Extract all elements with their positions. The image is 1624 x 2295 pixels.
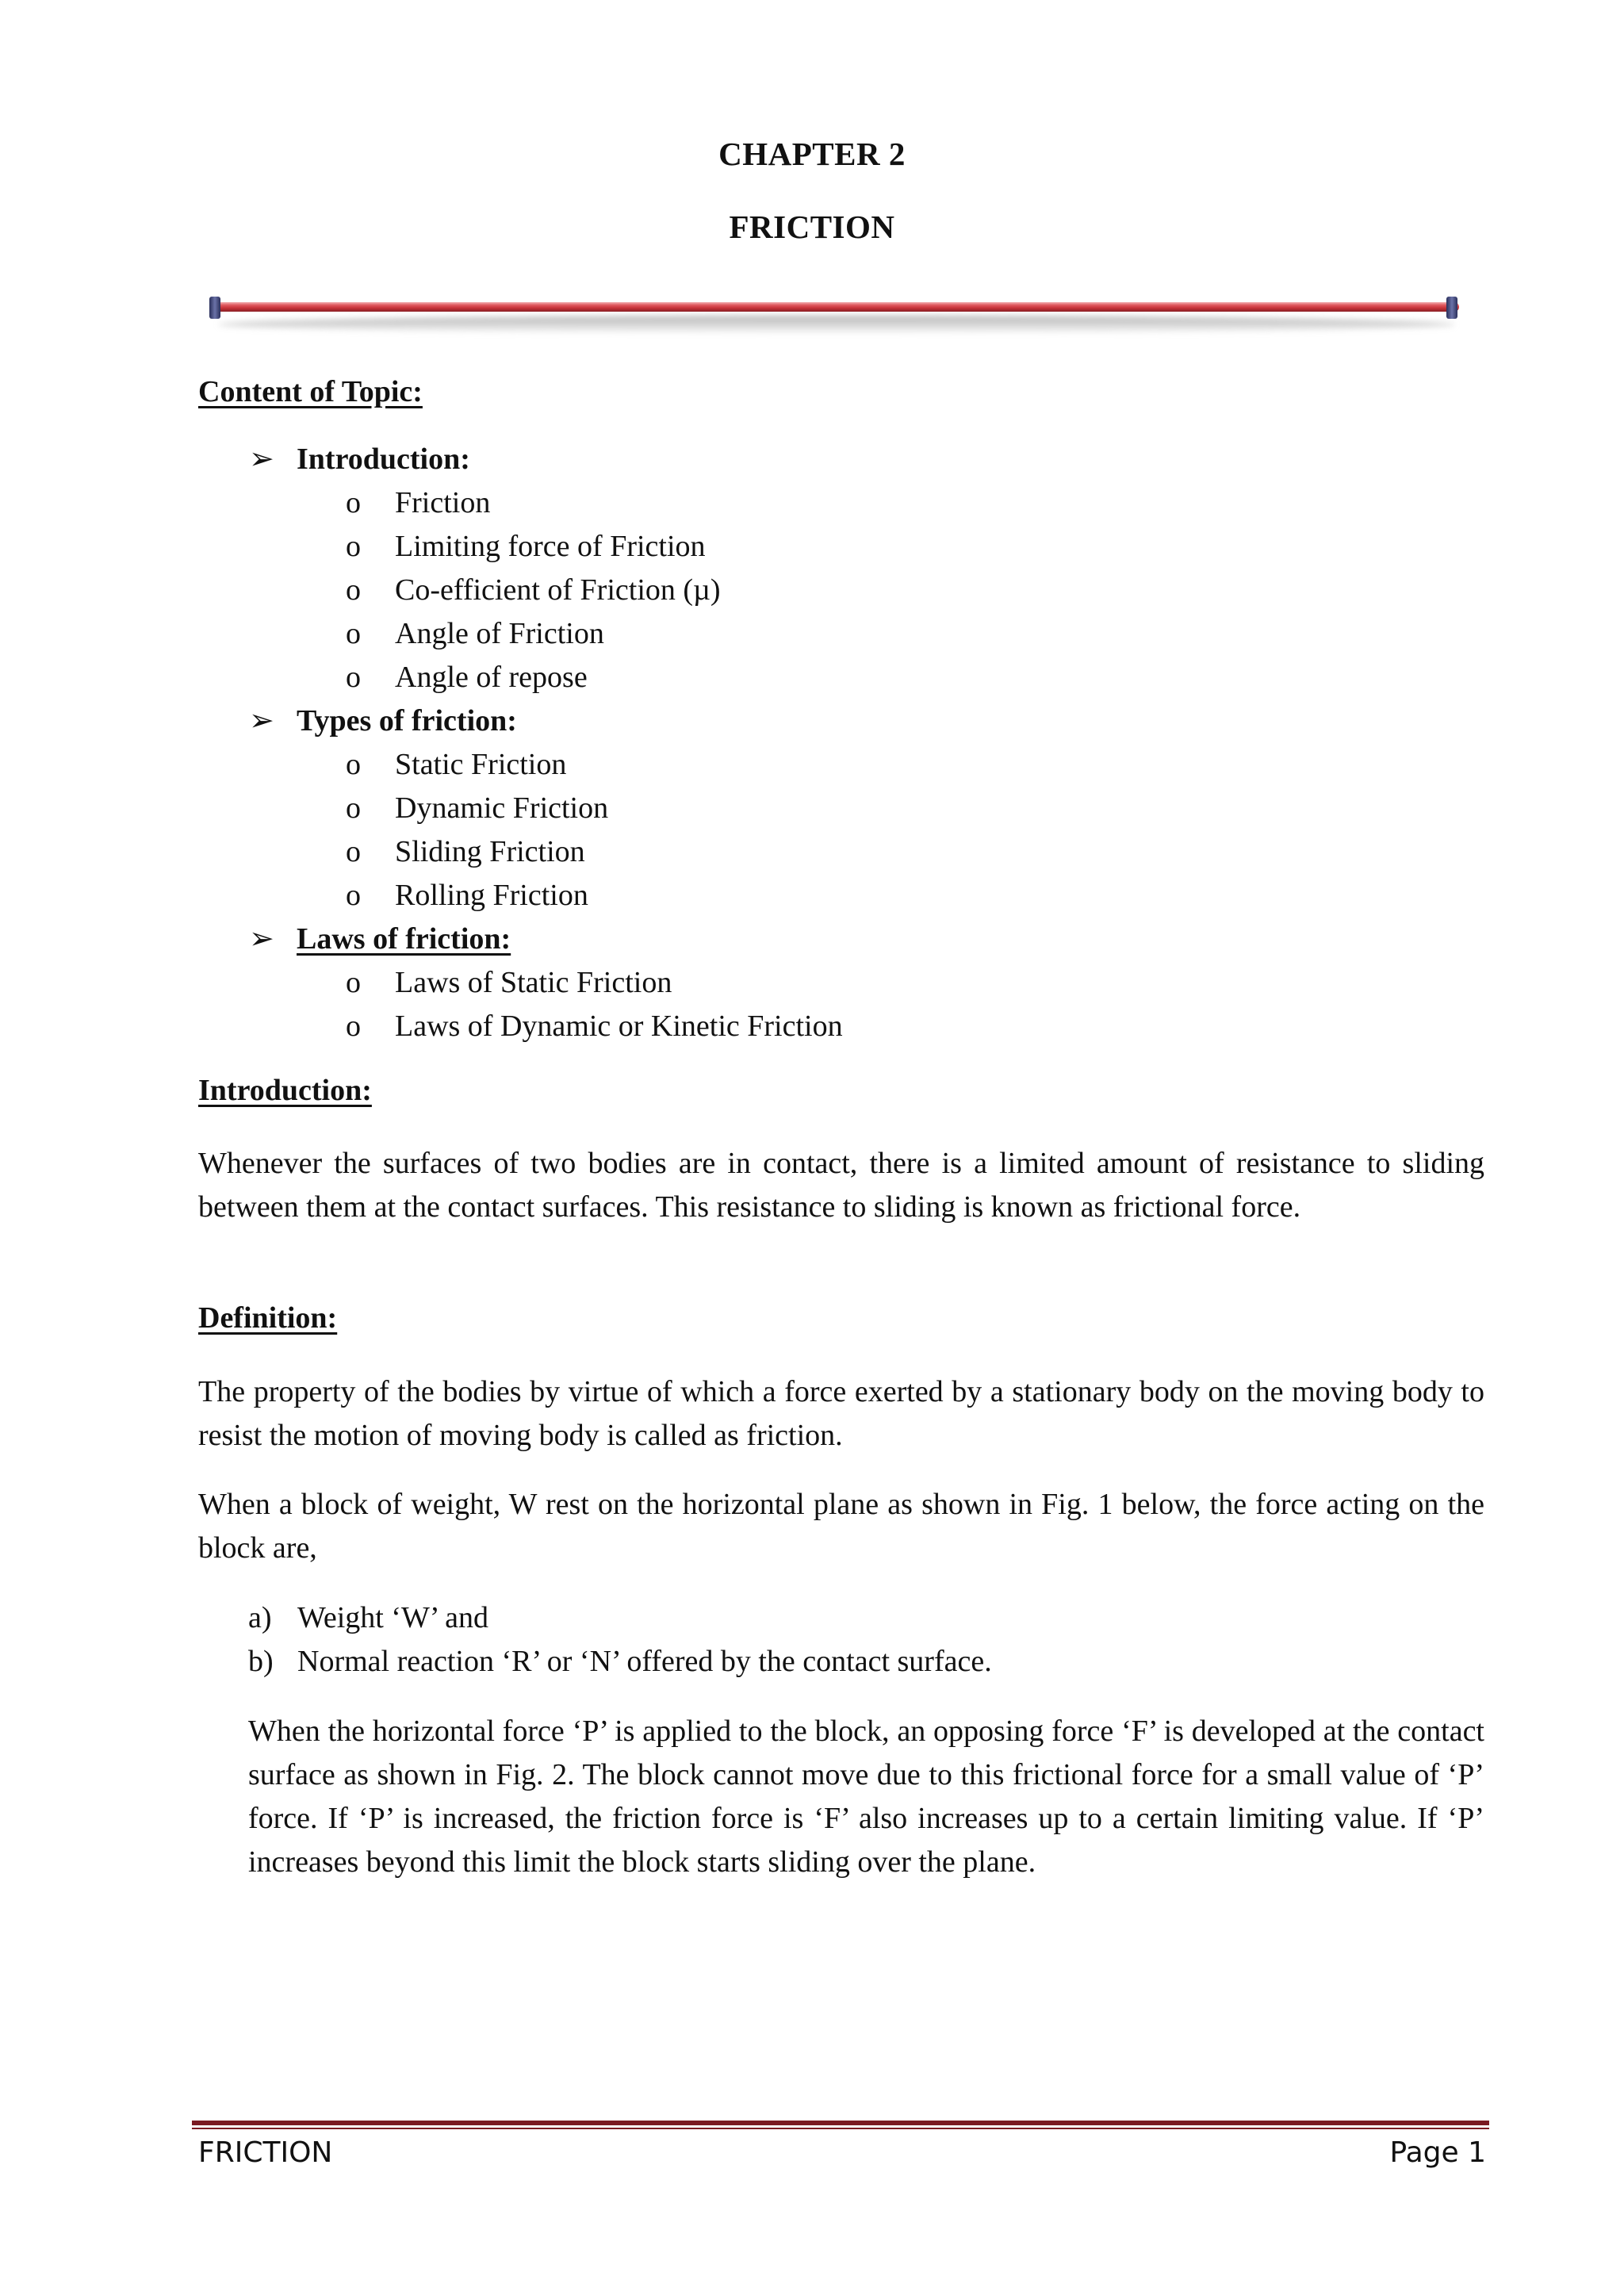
arrow-bullet-icon: ➢: [249, 443, 274, 476]
outline-item-label: Laws of Dynamic or Kinetic Friction: [395, 1010, 843, 1043]
definition-heading: Definition:: [198, 1301, 338, 1335]
outline-item: [346, 967, 672, 998]
circle-bullet-icon: o: [346, 661, 361, 694]
outline-item-label: Rolling Friction: [395, 879, 588, 912]
circle-bullet-icon: o: [346, 748, 361, 781]
list-marker: b): [248, 1645, 274, 1678]
force-list-item: [248, 1600, 488, 1635]
horizontal-force-paragraph: When the horizontal force ‘P’ is applied to the block, an opposing force ‘F’ is developed at the contact surface as shown in Fig. 2. The block cannot move due to this frictional force for a small value of ‘P’ force. If ‘P’ is increased, the friction force is ‘F’ also increases up to a certain limiting value. If ‘P’ increases beyond this limit the block starts sliding over the plane.: [248, 1715, 1484, 1879]
divider-rod-left-cap: [209, 297, 220, 319]
outline-item: [346, 749, 566, 780]
arrow-bullet-icon: ➢: [249, 922, 274, 956]
outline-item-label: Sliding Friction: [395, 835, 585, 868]
arrow-bullet-icon: ➢: [249, 704, 274, 738]
outline-item: [346, 488, 490, 518]
outline-item: [346, 837, 585, 867]
circle-bullet-icon: o: [346, 879, 361, 912]
outline-item: [346, 619, 604, 649]
outline-section-label: Types of friction:: [297, 704, 517, 738]
circle-bullet-icon: o: [346, 835, 361, 868]
outline-item-label: Limiting force of Friction: [395, 530, 706, 563]
circle-bullet-icon: o: [346, 617, 361, 650]
footer-rule: [192, 2121, 1489, 2125]
block-forces-paragraph: When a block of weight, W rest on the horizontal plane as shown in Fig. 1 below, the force acting on the block are,: [198, 1488, 1484, 1565]
circle-bullet-icon: o: [346, 791, 361, 825]
outline-item: [346, 880, 588, 910]
introduction-heading: Introduction:: [198, 1074, 372, 1107]
list-item-text: Weight ‘W’ and: [297, 1601, 489, 1634]
introduction-paragraph: Whenever the surfaces of two bodies are in contact, there is a limited amount of resistance to sliding between them at the contact surfaces. This resistance to sliding is known as frictional force.: [198, 1147, 1484, 1224]
outline-item: [346, 1011, 843, 1041]
outline-section-laws: [249, 924, 511, 954]
divider-rod: [216, 302, 1459, 312]
footer-rule-thin: [192, 2128, 1489, 2129]
outline-item: [346, 793, 608, 823]
outline-section-label: Introduction:: [297, 443, 470, 476]
footer-title: FRICTION: [198, 2136, 333, 2169]
chapter-number: CHAPTER 2: [718, 136, 906, 172]
force-list-item: [248, 1644, 992, 1679]
circle-bullet-icon: o: [346, 486, 361, 519]
outline-item-label: Angle of repose: [395, 661, 588, 694]
page-number: Page 1: [1389, 2136, 1486, 2169]
divider-rod-shadow: [218, 316, 1455, 333]
outline-item: [346, 662, 588, 692]
circle-bullet-icon: o: [346, 573, 361, 607]
outline-item-label: Dynamic Friction: [395, 791, 609, 825]
circle-bullet-icon: o: [346, 966, 361, 999]
definition-paragraph: The property of the bodies by virtue of which a force exerted by a stationary body on the moving body to resist the motion of moving body is called as friction.: [198, 1375, 1484, 1452]
outline-item-label: Laws of Static Friction: [395, 966, 672, 999]
list-marker: a): [248, 1601, 272, 1634]
outline-item-label: Friction: [395, 486, 491, 519]
outline-item-label: Angle of Friction: [395, 617, 604, 650]
outline-item: [346, 575, 721, 605]
outline-item-label: Co-efficient of Friction (µ): [395, 573, 721, 607]
list-item-text: Normal reaction ‘R’ or ‘N’ offered by the contact surface.: [297, 1645, 992, 1678]
outline-section-label: Laws of friction:: [297, 922, 511, 956]
circle-bullet-icon: o: [346, 530, 361, 563]
chapter-title: FRICTION: [729, 209, 895, 245]
outline-section-introduction: [249, 444, 470, 474]
outline-item: [346, 531, 706, 561]
divider-rod-right-cap: [1446, 297, 1457, 319]
outline-section-types: [249, 706, 517, 736]
circle-bullet-icon: o: [346, 1010, 361, 1043]
content-of-topic-heading: Content of Topic:: [198, 375, 423, 408]
outline-item-label: Static Friction: [395, 748, 567, 781]
